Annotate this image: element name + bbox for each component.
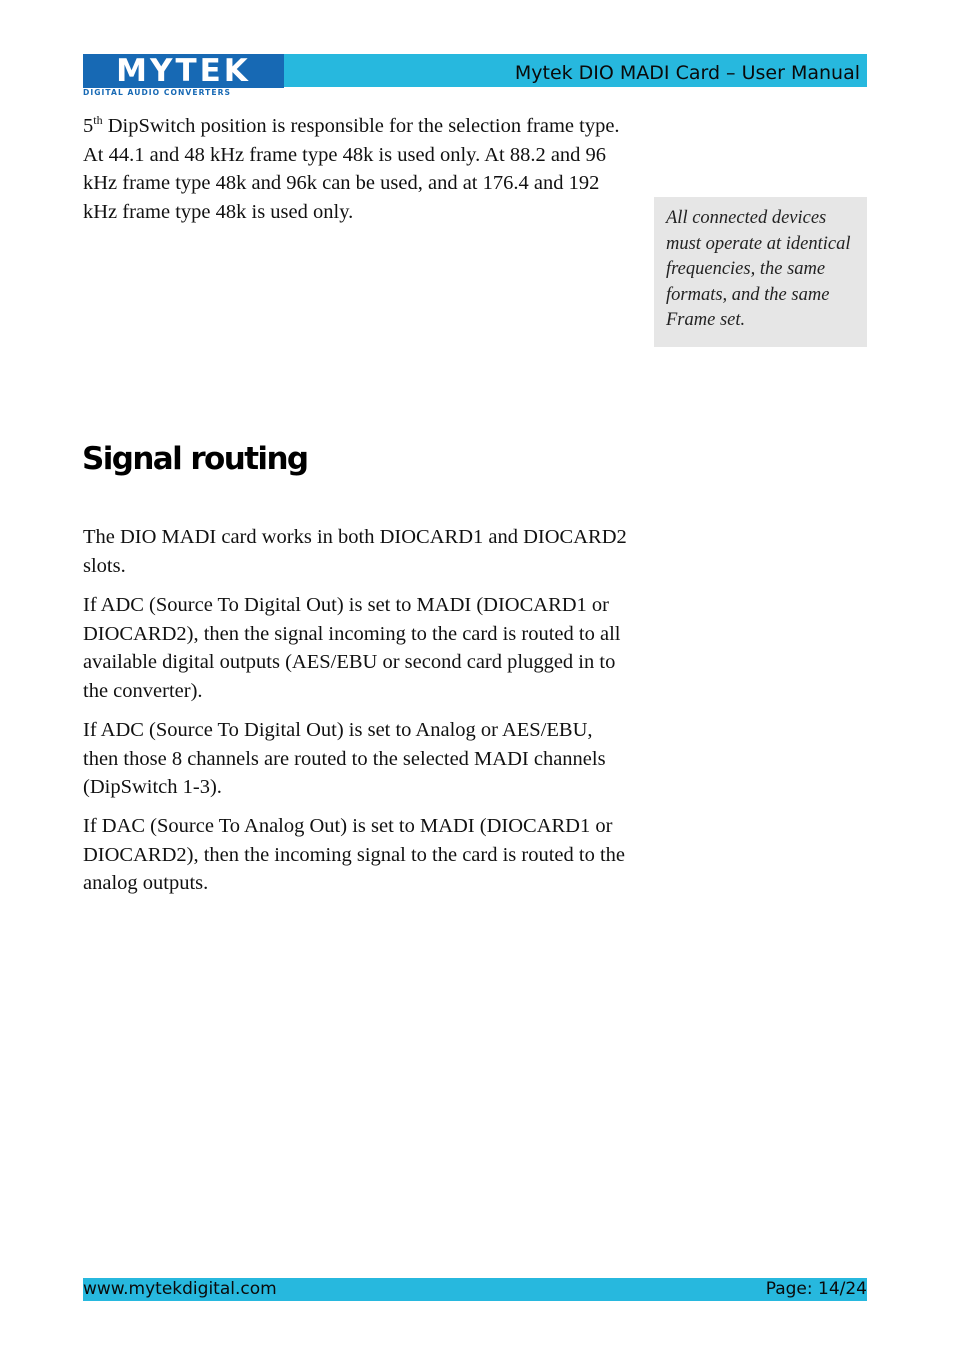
mytek-logo <box>83 54 284 98</box>
section-heading: Signal routing <box>82 441 308 477</box>
intro-superscript: th <box>93 113 103 128</box>
page-number: Page: 14/24 <box>765 1279 867 1299</box>
logo-wordmark: MYTEK <box>83 54 284 88</box>
intro-paragraph <box>83 112 628 226</box>
website-link[interactable]: www.mytekdigital.com <box>83 1279 277 1299</box>
intro-text: DipSwitch position is responsible for the selection frame type. At 44.1 and 48 kHz frame type 48k is used only. At 88.2 and 96 kHz frame type 48k and 96k can be used, and at 176.4 and 192 kHz frame type 48k is used only. <box>83 115 620 223</box>
body-paragraph: If ADC (Source To Digital Out) is set to MADI (DIOCARD1 or DIOCARD2), then the signal incoming to the card is routed to all available digital outputs (AES/EBU or second card plugged in to the converter). <box>83 594 621 702</box>
logo-subtitle: DIGITAL AUDIO CONVERTERS <box>83 88 232 97</box>
intro-number: 5 <box>83 115 94 137</box>
body-paragraph: If DAC (Source To Analog Out) is set to MADI (DIOCARD1 or DIOCARD2), then the incoming signal to the card is routed to the analog outputs. <box>83 815 626 895</box>
sidebar-note: All connected devices must operate at identical frequencies, the same formats, and the same Frame set. <box>654 197 867 347</box>
body-paragraph: The DIO MADI card works in both DIOCARD1 and DIOCARD2 slots. <box>83 526 627 577</box>
document-title: Mytek DIO MADI Card – User Manual <box>514 62 860 84</box>
body-paragraph: If ADC (Source To Digital Out) is set to Analog or AES/EBU, then those 8 channels are routed to the selected MADI channels (DipSwitch 1-3). <box>83 719 606 799</box>
footer-bar <box>83 1278 867 1301</box>
